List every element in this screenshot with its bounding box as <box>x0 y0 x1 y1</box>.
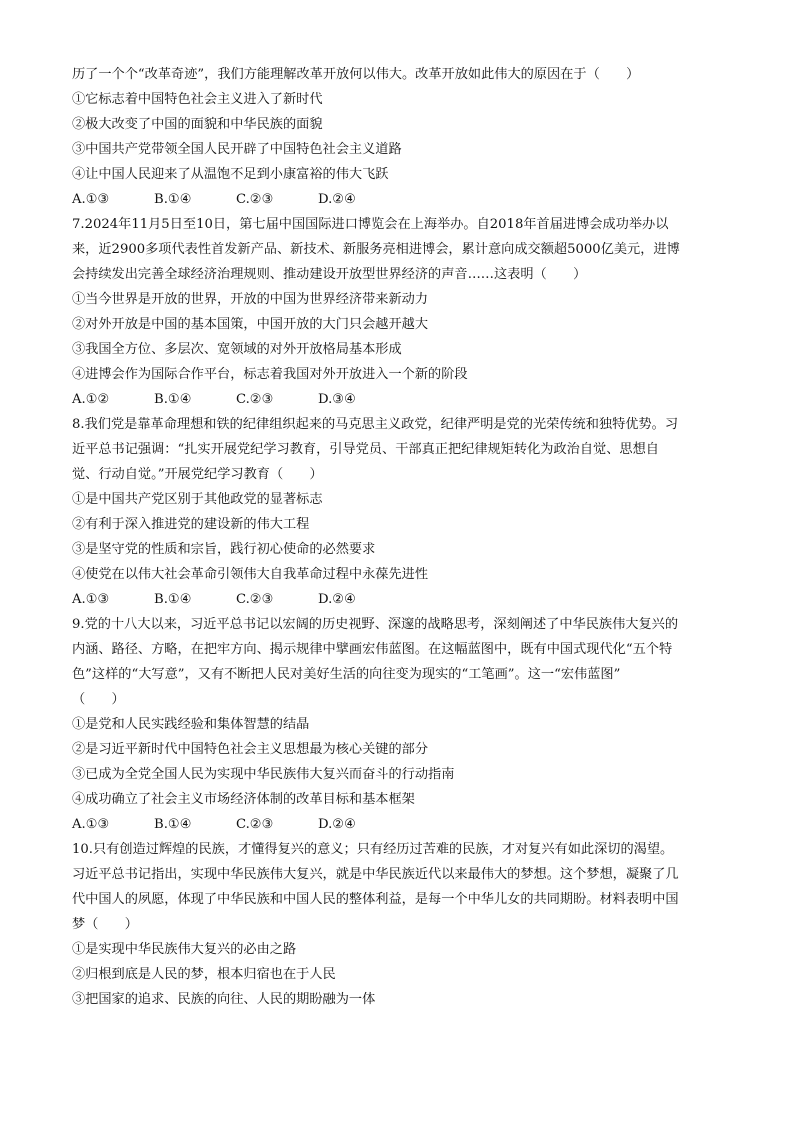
question-stem: 近平总书记强调：“扎实开展党纪学习教育，引导党员、干部真正把纪律规矩转化为政治自觉、思想自 <box>72 442 659 457</box>
question-stem: 代中国人的夙愿，体现了中华民族和中国人民的整体利益，是每一个中华儿女的共同期盼。材料表明中国 <box>72 892 679 907</box>
answer-item: ②对外开放是中国的基本国策，中国开放的大门只会越开越大 <box>72 317 429 332</box>
choice-d: D.②④ <box>318 592 356 607</box>
choice-options <box>72 387 722 412</box>
choice-c: C.②③ <box>236 192 274 207</box>
question-8 <box>72 412 722 612</box>
answer-item: ②归根到底是人民的梦，根本归宿也在于人民 <box>72 967 336 982</box>
question-10 <box>72 837 722 1012</box>
choice-options <box>72 187 722 212</box>
question-stem: 8.我们党是靠革命理想和铁的纪律组织起来的马克思主义政党，纪律严明是党的光荣传统和独特优势。习 <box>72 417 679 432</box>
answer-item: ①是实现中华民族伟大复兴的必由之路 <box>72 942 297 957</box>
answer-item: ①是中国共产党区别于其他政党的显著标志 <box>72 492 323 507</box>
choice-b: B.①④ <box>154 192 192 207</box>
question-stem: 历了一个个“改革奇迹”，我们方能理解改革开放何以伟大。改革开放如此伟大的原因在于（ ） <box>72 67 640 82</box>
answer-item: ②极大改变了中国的面貌和中华民族的面貌 <box>72 117 323 132</box>
answer-item: ②有利于深入推进党的建设新的伟大工程 <box>72 517 310 532</box>
choice-d: D.②④ <box>318 192 356 207</box>
question-7 <box>72 212 722 412</box>
answer-item: ③我国全方位、多层次、宽领域的对外开放格局基本形成 <box>72 342 402 357</box>
choice-b: B.①④ <box>154 392 192 407</box>
question-stem: 色”这样的“大写意”，又有不断把人民对美好生活的向往变为现实的“工笔画”。这一“宏伟蓝图” <box>72 667 621 682</box>
question-stem: 9.党的十八大以来，习近平总书记以宏阔的历史视野、深邃的战略思考，深刻阐述了中华民族伟大复兴的 <box>72 617 679 632</box>
question-stem: 会持续发出完善全球经济治理规则、推动建设开放型世界经济的声音……这表明（ ） <box>72 267 587 282</box>
choice-a: A.①③ <box>72 817 110 832</box>
question-stem: 来，近2900多项代表性首发新产品、新技术、新服务亮相进博会，累计意向成交额超5000亿美元，进博 <box>72 242 680 257</box>
choice-options <box>72 812 722 837</box>
answer-item: ④让中国人民迎来了从温饱不足到小康富裕的伟大飞跃 <box>72 167 389 182</box>
choice-d: D.②④ <box>318 817 356 832</box>
answer-item: ③是坚守党的性质和宗旨，践行初心使命的必然要求 <box>72 542 376 557</box>
choice-c: C.②③ <box>236 392 274 407</box>
question-stem: 梦（ ） <box>72 917 138 932</box>
answer-item: ②是习近平新时代中国特色社会主义思想最为核心关键的部分 <box>72 742 429 757</box>
choice-c: C.②③ <box>236 592 274 607</box>
answer-item: ④成功确立了社会主义市场经济体制的改革目标和基本框架 <box>72 792 415 807</box>
choice-options <box>72 587 722 612</box>
answer-item: ③把国家的追求、民族的向往、人民的期盼融为一体 <box>72 992 376 1007</box>
answer-item: ①它标志着中国特色社会主义进入了新时代 <box>72 92 323 107</box>
question-stem: 7.2024年11月5日至10日，第七届中国国际进口博览会在上海举办。自2018年首届进博会成功举办以 <box>72 217 669 232</box>
answer-item: ①是党和人民实践经验和集体智慧的结晶 <box>72 717 310 732</box>
question-stem: 觉、行动自觉。”开展党纪学习教育（ ） <box>72 467 323 482</box>
choice-a: A.①③ <box>72 592 110 607</box>
choice-c: C.②③ <box>236 817 274 832</box>
choice-a: A.①③ <box>72 192 110 207</box>
choice-d: D.③④ <box>318 392 356 407</box>
question-9 <box>72 612 722 837</box>
answer-item: ③中国共产党带领全国人民开辟了中国特色社会主义道路 <box>72 142 402 157</box>
question-stem: 内涵、路径、方略，在把牢方向、揭示规律中擘画宏伟蓝图。在这幅蓝图中，既有中国式现代化“五个特 <box>72 642 673 657</box>
answer-item: ③已成为全党全国人民为实现中华民族伟大复兴而奋斗的行动指南 <box>72 767 455 782</box>
question-stem: （ ） <box>72 692 125 707</box>
exam-page <box>72 62 722 1012</box>
answer-item: ④进博会作为国际合作平台，标志着我国对外开放进入一个新的阶段 <box>72 367 468 382</box>
choice-b: B.①④ <box>154 592 192 607</box>
question-6 <box>72 62 722 212</box>
answer-item: ④使党在以伟大社会革命引领伟大自我革命过程中永葆先进性 <box>72 567 429 582</box>
choice-a: A.①② <box>72 392 110 407</box>
question-stem: 习近平总书记指出，实现中华民族伟大复兴，就是中华民族近代以来最伟大的梦想。这个梦想，凝聚了几 <box>72 867 679 882</box>
question-stem: 10.只有创造过辉煌的民族，才懂得复兴的意义；只有经历过苦难的民族，才对复兴有如此深切的渴望。 <box>72 842 674 857</box>
answer-item: ①当今世界是开放的世界，开放的中国为世界经济带来新动力 <box>72 292 429 307</box>
choice-b: B.①④ <box>154 817 192 832</box>
